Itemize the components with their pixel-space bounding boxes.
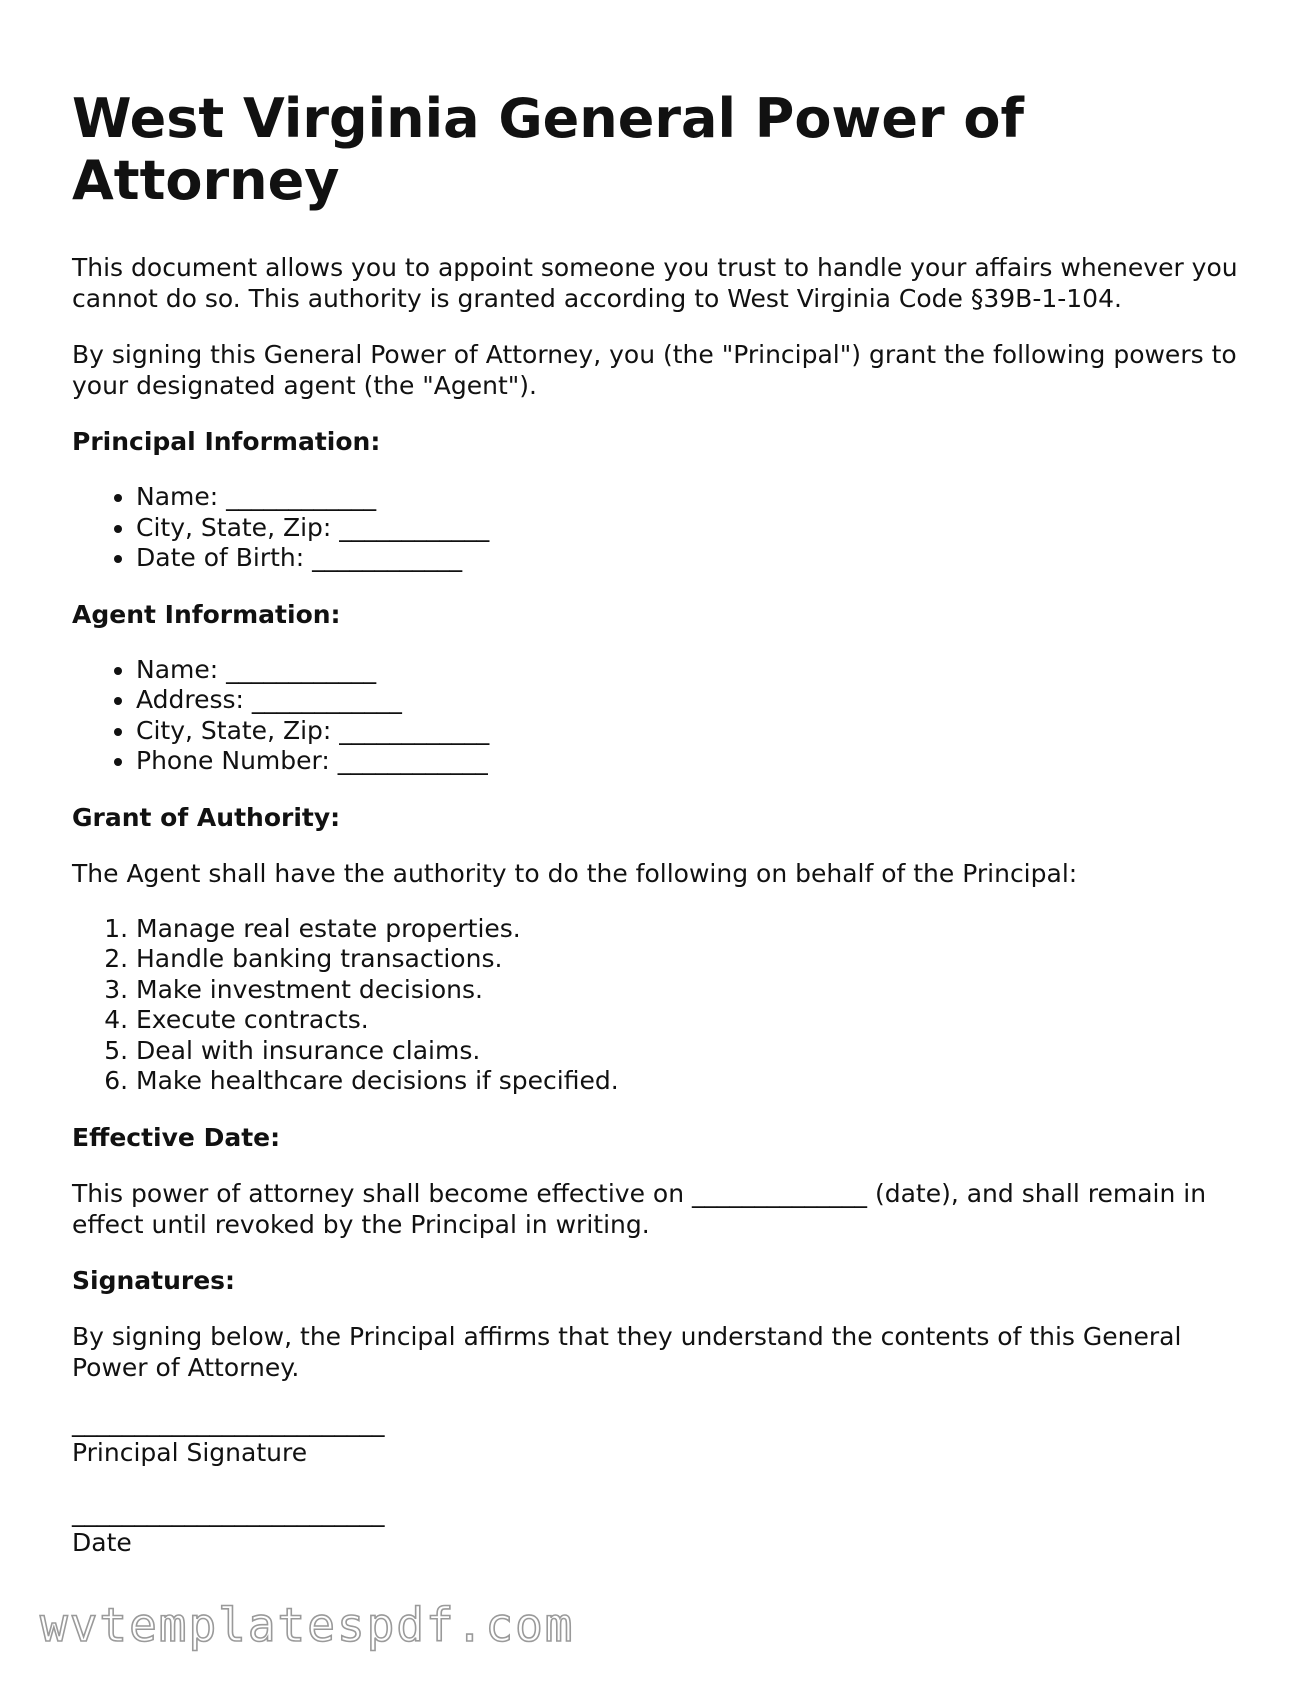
principal-heading: Principal Information: xyxy=(72,427,381,456)
agent-city-field: • City, State, Zip: ____________ xyxy=(136,716,1242,747)
principal-city-field: • City, State, Zip: ____________ xyxy=(136,513,1242,544)
date-label: Date xyxy=(72,1527,132,1557)
authority-heading: Grant of Authority: xyxy=(72,802,341,832)
document-title: West Virginia General Power of Attorney xyxy=(72,87,1024,212)
signature-block xyxy=(72,1408,1242,1558)
date-signature-line: _________________________ xyxy=(72,1497,385,1527)
authority-item: 1. Manage real estate properties. xyxy=(136,914,1242,945)
watermark: wvtemplatespdf.com xyxy=(40,1598,575,1652)
principal-fields xyxy=(72,482,1242,574)
signatures-heading: Signatures: xyxy=(72,1265,236,1295)
agent-heading: Agent Information: xyxy=(72,599,341,629)
authority-intro: The Agent shall have the authority to do the following on behalf of the Principal: xyxy=(72,858,1078,888)
intro-paragraph: This document allows you to appoint someone you trust to handle your affairs whenever you cannot do so. This authority is granted according to West Virginia Code §39B-1-104. xyxy=(72,253,1238,313)
principal-dob-field: • Date of Birth: ____________ xyxy=(136,543,1242,574)
intro-paragraph: By signing this General Power of Attorney, you (the "Principal") grant the following powers to your designated agent (the "Agent"). xyxy=(72,340,1237,400)
document xyxy=(72,88,1242,1588)
authority-item: 4. Execute contracts. xyxy=(136,1005,1242,1036)
authority-list xyxy=(72,914,1242,1097)
authority-item: 5. Deal with insurance claims. xyxy=(136,1036,1242,1067)
signatures-text: By signing below, the Principal affirms that they understand the contents of this General Power of Attorney. xyxy=(72,1321,1182,1382)
principal-signature-label: Principal Signature xyxy=(72,1437,308,1467)
agent-phone-field: • Phone Number: ____________ xyxy=(136,746,1242,777)
authority-item: 6. Make healthcare decisions if specified. xyxy=(136,1066,1242,1097)
authority-item: 2. Handle banking transactions. xyxy=(136,944,1242,975)
agent-name-field: • Name: ____________ xyxy=(136,655,1242,686)
principal-signature-line: _________________________ xyxy=(72,1407,385,1437)
principal-name-field: • Name: ____________ xyxy=(136,482,1242,513)
agent-address-field: • Address: ____________ xyxy=(136,685,1242,716)
agent-fields xyxy=(72,655,1242,777)
authority-item: 3. Make investment decisions. xyxy=(136,975,1242,1006)
effective-text: This power of attorney shall become effective on ______________ (date), and shall remain in effect until revoked by the Principal in writing. xyxy=(72,1178,1207,1239)
effective-heading: Effective Date: xyxy=(72,1122,281,1152)
